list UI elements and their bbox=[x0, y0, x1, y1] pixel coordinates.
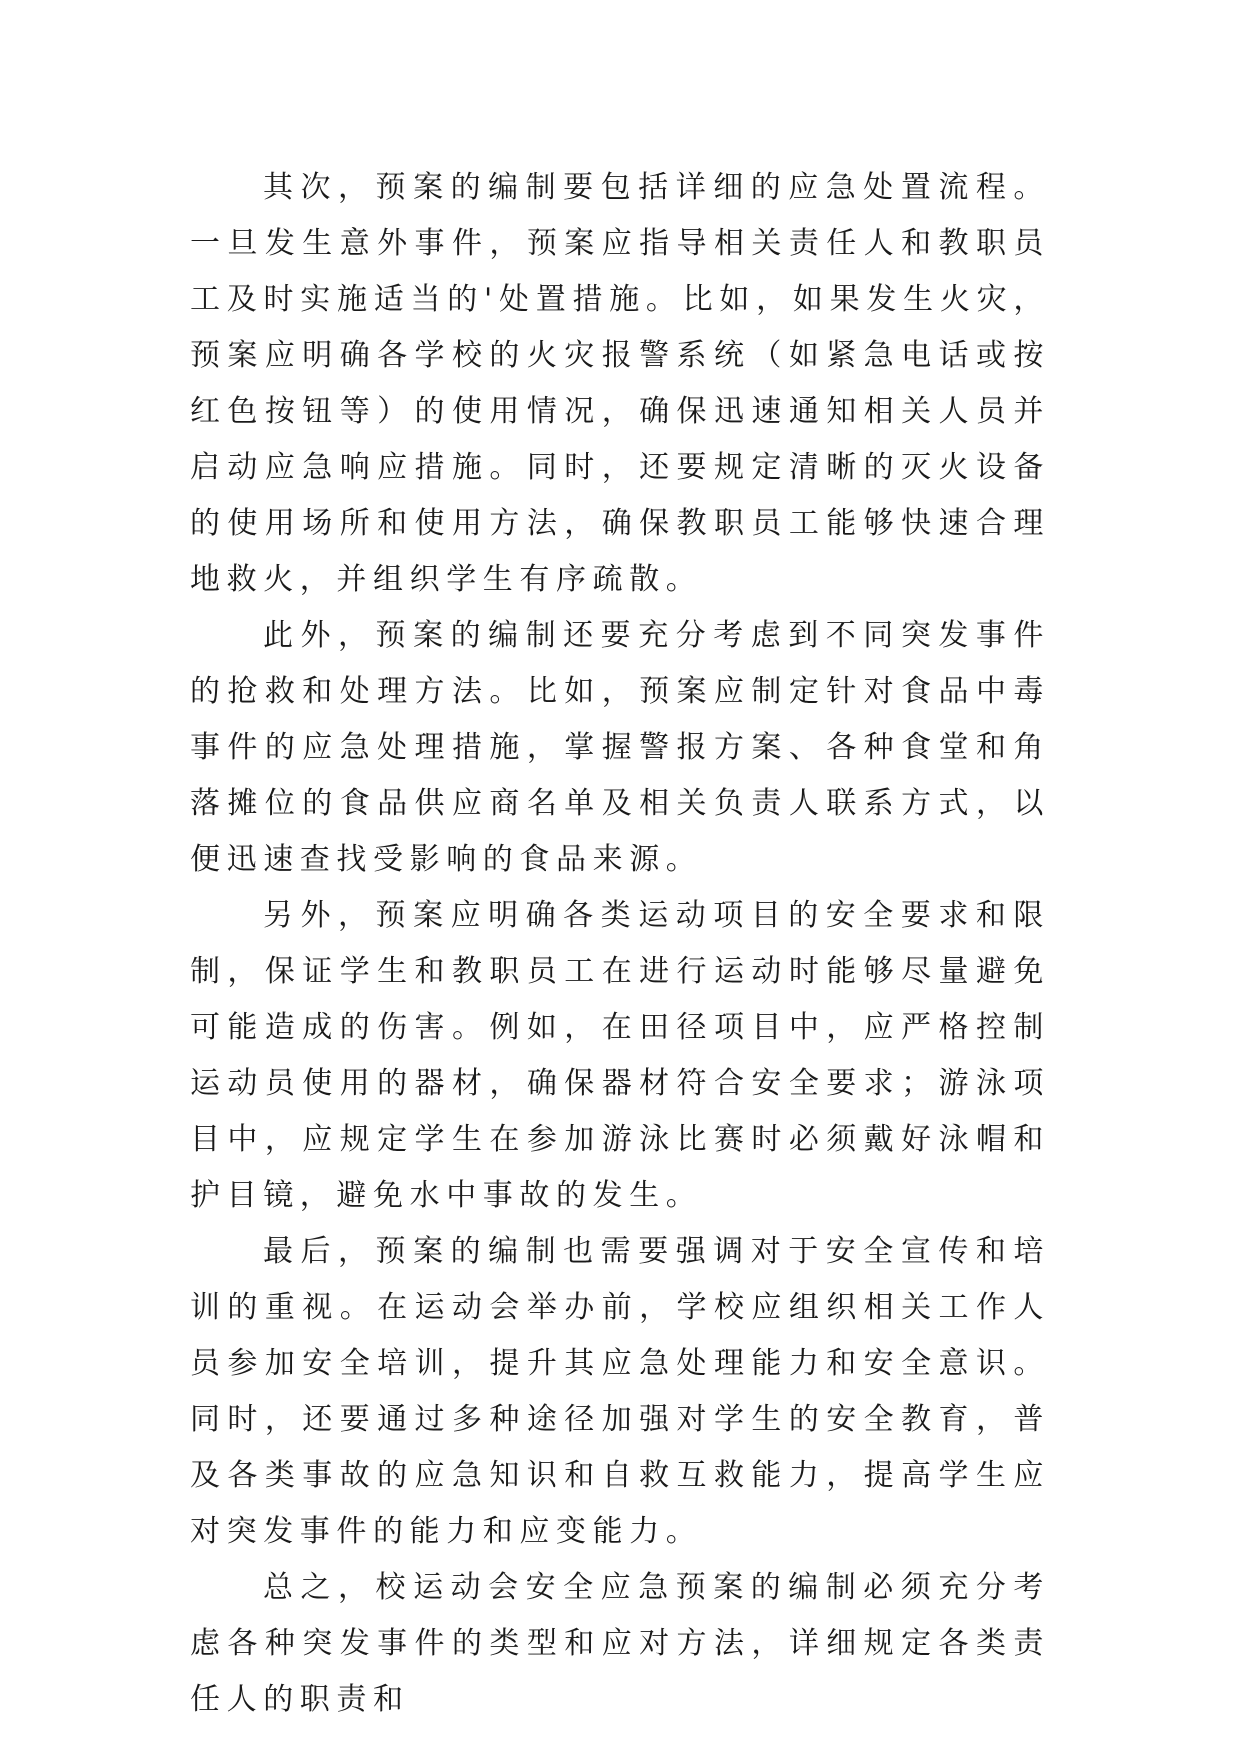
paragraph-emergency-procedure: 其次，预案的编制要包括详细的应急处置流程。一旦发生意外事件，预案应指导相关责任人和教职员工及时实施适当的'处置措施。比如，如果发生火灾，预案应明确各学校的火灾报警系统（如紧急电话或按红色按钮等）的使用情况，确保迅速通知相关人员并启动应急响应措施。同时，还要规定清晰的灭火设备的使用场所和使用方法，确保教职员工能够快速合理地救火，并组织学生有序疏散。 bbox=[190, 170, 1050, 597]
paragraph-conclusion: 总之，校运动会安全应急预案的编制必须充分考虑各种突发事件的类型和应对方法，详细规定各类责任人的职责和 bbox=[190, 1570, 1050, 1717]
paragraph-rescue-methods: 此外，预案的编制还要充分考虑到不同突发事件的抢救和处理方法。比如，预案应制定针对食品中毒事件的应急处理措施，掌握警报方案、各种食堂和角落摊位的食品供应商名单及相关负责人联系方式，以便迅速查找受影响的食品来源。 bbox=[190, 618, 1050, 877]
paragraph-safety-training: 最后，预案的编制也需要强调对于安全宣传和培训的重视。在运动会举办前，学校应组织相关工作人员参加安全培训，提升其应急处理能力和安全意识。同时，还要通过多种途径加强对学生的安全教育，普及各类事故的应急知识和自救互救能力，提高学生应对突发事件的能力和应变能力。 bbox=[190, 1234, 1050, 1549]
paragraph-sports-safety: 另外，预案应明确各类运动项目的安全要求和限制，保证学生和教职员工在进行运动时能够尽量避免可能造成的伤害。例如，在田径项目中，应严格控制运动员使用的器材，确保器材符合安全要求；游泳项目中，应规定学生在参加游泳比赛时必须戴好泳帽和护目镜，避免水中事故的发生。 bbox=[190, 898, 1050, 1213]
document-body bbox=[190, 160, 1050, 1728]
